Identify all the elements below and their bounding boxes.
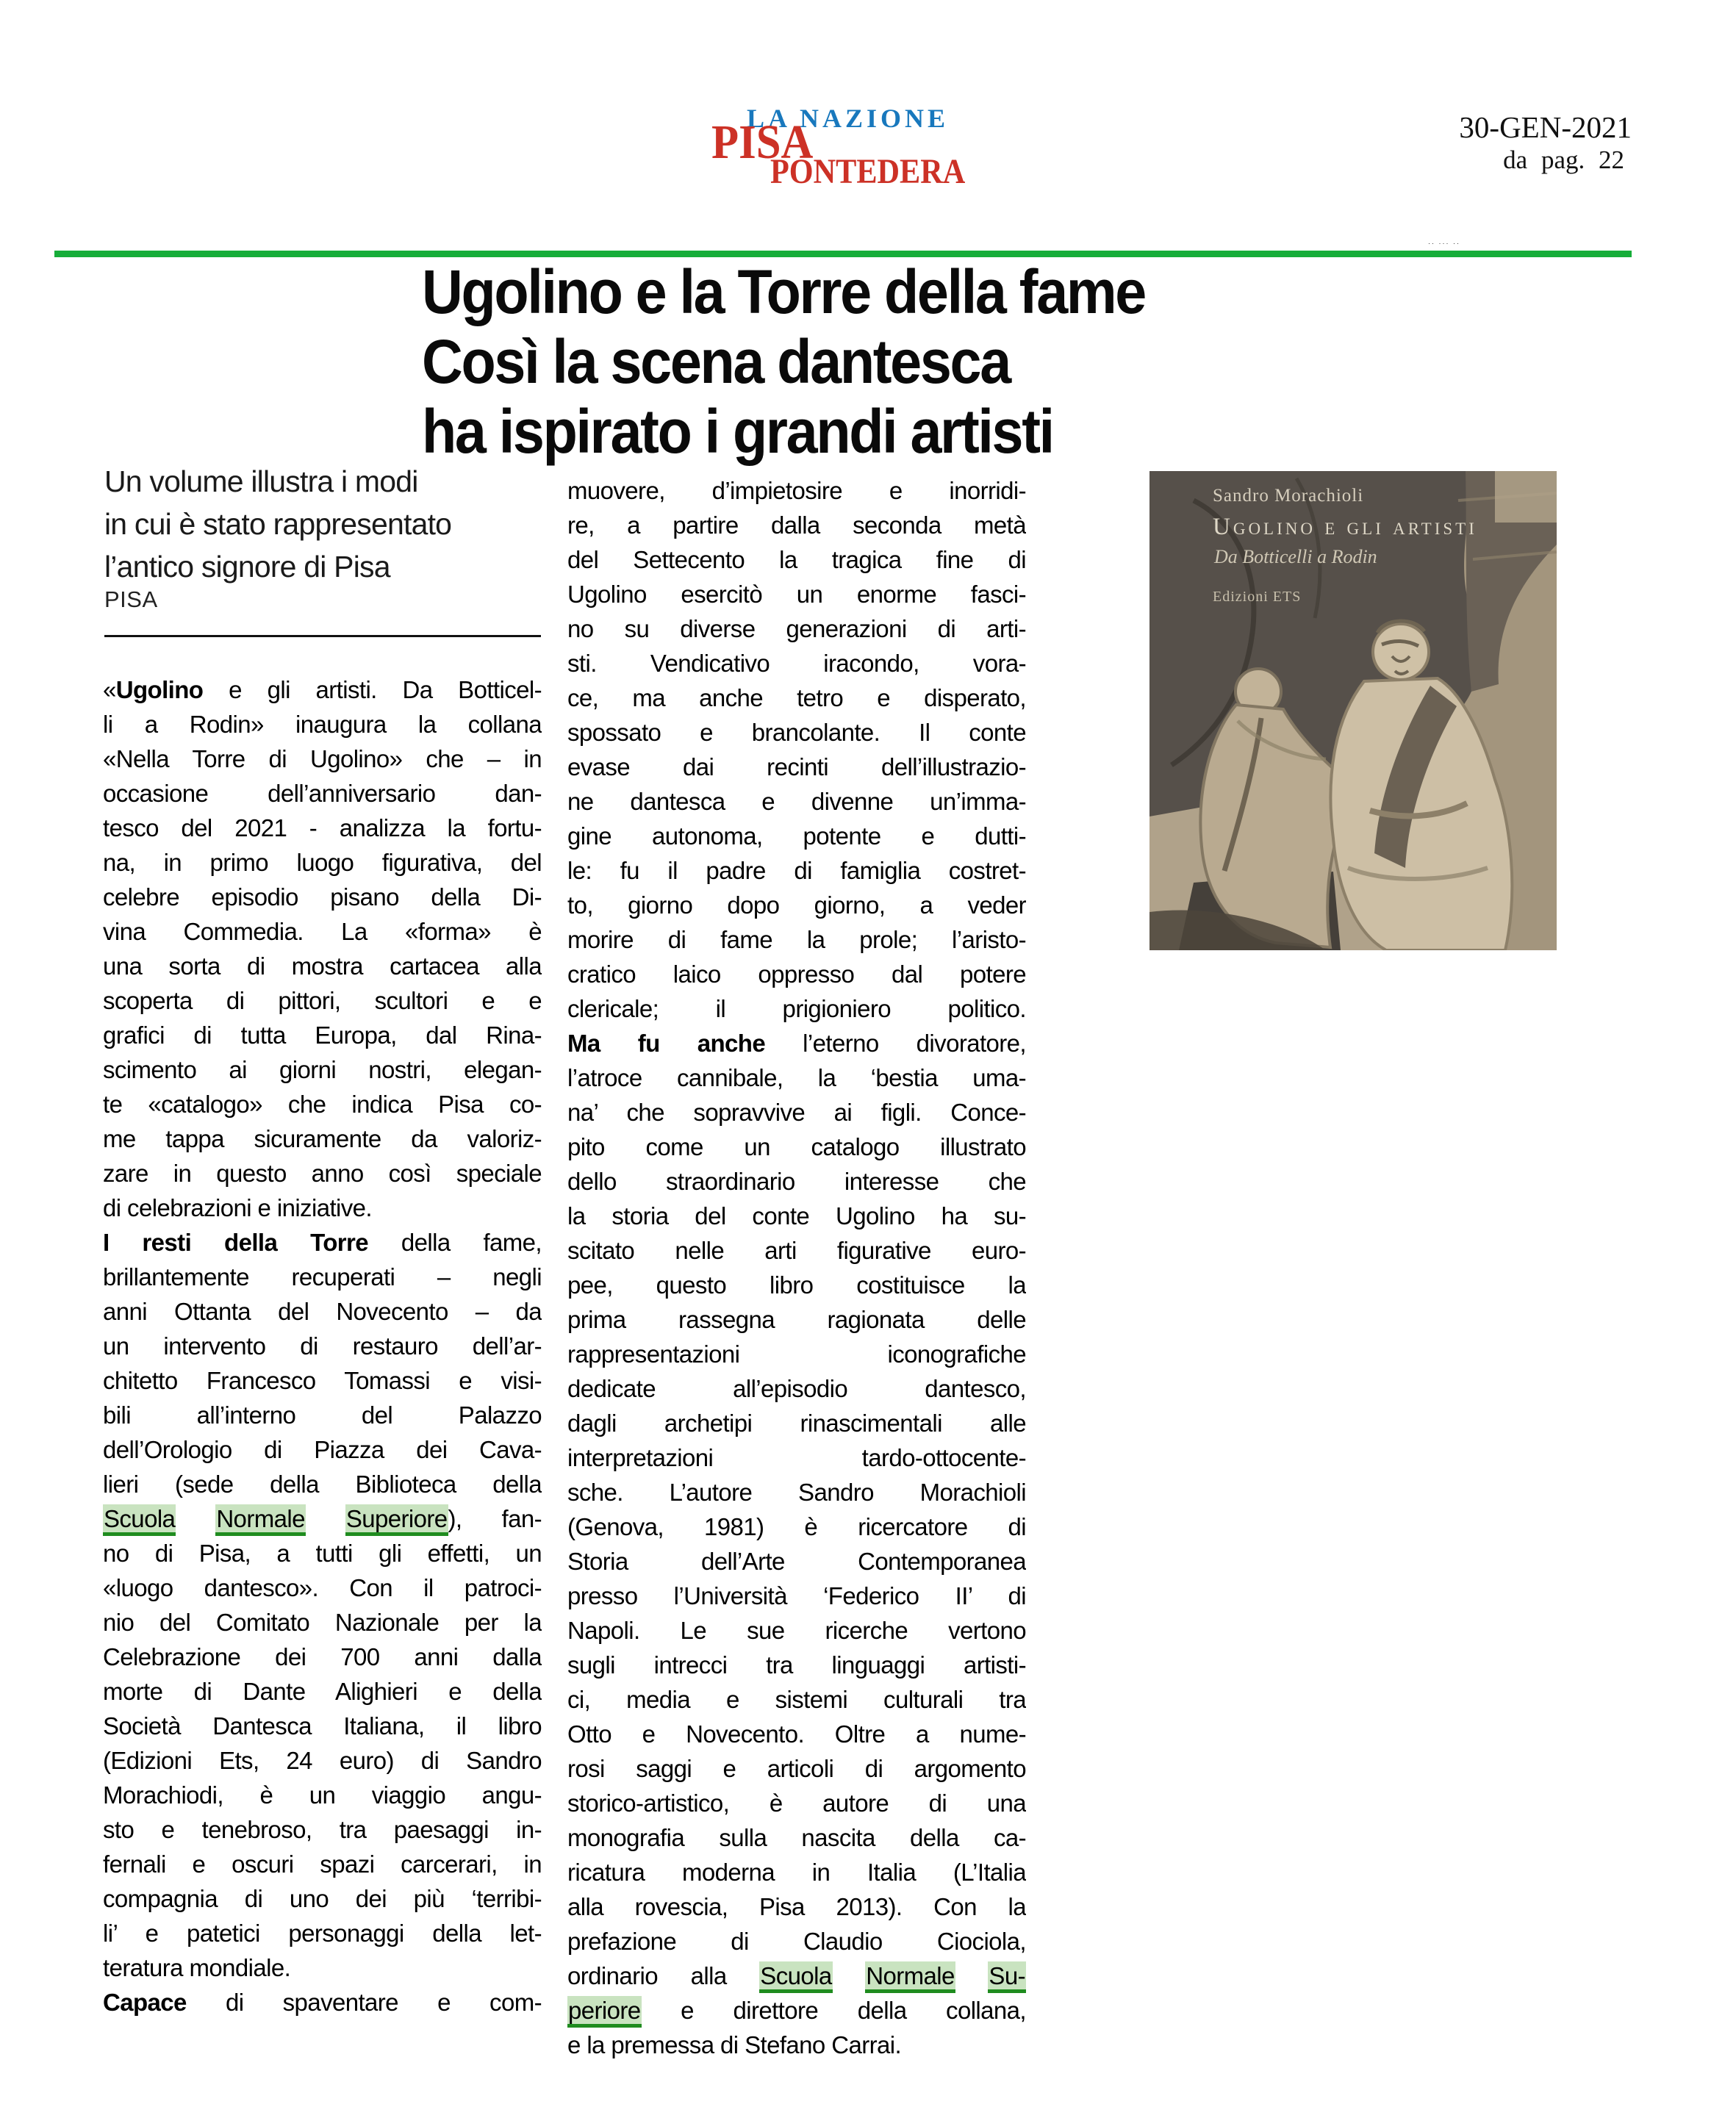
body-line: gine autonoma, potente e dutti- <box>567 822 1026 850</box>
body-line: monografia sulla nascita della ca- <box>567 1824 1026 1851</box>
bold-text: I resti della Torre <box>103 1229 368 1256</box>
bold-text: Capace <box>103 1989 187 2016</box>
body-line: no di Pisa, a tutti gli effetti, un <box>103 1540 542 1567</box>
headline-line: Così la scena dantesca <box>422 327 1010 396</box>
body-line: l’atroce cannibale, la ‘bestia uma- <box>567 1064 1026 1091</box>
body-line: «Ugolino e gli artisti. Da Botticel- <box>103 676 542 703</box>
body-line: li a Rodin» inaugura la collana <box>103 711 542 738</box>
clipping-page-ref: da pag. 22 <box>1503 146 1624 174</box>
body-line: occasione dell’anniversario dan- <box>103 780 542 807</box>
body-line: teratura mondiale. <box>103 1954 291 1981</box>
body-line: «luogo dantesco». Con il patroci- <box>103 1574 542 1601</box>
body-line: sti. Vendicativo iracondo, vora- <box>567 650 1026 677</box>
body-line: periore e direttore della collana, <box>568 1997 1026 2024</box>
highlighted-text: Scuola <box>760 1962 832 1989</box>
body-line: Otto e Novecento. Oltre a nume- <box>567 1720 1026 1748</box>
body-line: morire di fame la prole; l’aristo- <box>567 926 1026 953</box>
body-line: ce, ma anche tetro e disperato, <box>567 684 1026 711</box>
body-line: zare in questo anno così speciale <box>103 1160 542 1187</box>
body-line: scitato nelle arti figurative euro- <box>567 1237 1026 1264</box>
body-line: e la premessa di Stefano Carrai. <box>567 2031 902 2058</box>
body-line: te «catalogo» che indica Pisa co- <box>103 1091 542 1118</box>
body-line: Napoli. Le sue ricerche vertono <box>567 1617 1026 1644</box>
body-line: clericale; il prigioniero politico. <box>567 995 1026 1022</box>
body-line: cratico laico oppresso dal potere <box>567 961 1026 988</box>
bold-text: Ma fu anche <box>567 1030 766 1057</box>
body-line: nio del Comitato Nazionale per la <box>103 1609 542 1636</box>
body-line: dedicate all’episodio dantesco, <box>567 1375 1026 1402</box>
body-line: una sorta di mostra cartacea alla <box>103 952 542 980</box>
body-line: li’ e patetici personaggi della let- <box>103 1920 542 1947</box>
body-line: Ma fu anche l’eterno divoratore, <box>567 1030 1026 1057</box>
standfirst-line: in cui è stato rappresentato <box>104 507 452 541</box>
highlighted-text: periore <box>568 1997 641 2024</box>
body-line: compagnia di uno dei più ‘terribi- <box>103 1885 542 1912</box>
standfirst-line: Un volume illustra i modi <box>104 464 418 498</box>
body-line: pee, questo libro costituisce la <box>567 1271 1026 1299</box>
headline-line: ha ispirato i grandi artisti <box>422 397 1053 466</box>
body-line: sche. L’autore Sandro Morachioli <box>567 1479 1026 1506</box>
body-line: prefazione di Claudio Ciociola, <box>567 1928 1026 1955</box>
body-line: brillantemente recuperati – negli <box>103 1263 542 1290</box>
body-line: I resti della Torre della fame, <box>103 1229 542 1256</box>
body-line: rosi saggi e articoli di argomento <box>567 1755 1026 1782</box>
body-line: un intervento di restauro dell’ar- <box>103 1332 542 1360</box>
body-line: Ugolino esercitò un enorme fasci- <box>567 581 1026 608</box>
body-line: scimento ai giorni nostri, elegan- <box>103 1056 542 1083</box>
body-line: ricatura moderna in Italia (L’Italia <box>567 1859 1026 1886</box>
body-line: fernali e oscuri spazi carcerari, in <box>103 1850 542 1878</box>
body-line: storico-artistico, è autore di una <box>567 1789 1026 1817</box>
body-line: chitetto Francesco Tomassi e visi- <box>103 1367 542 1394</box>
body-line: la storia del conte Ugolino ha su- <box>567 1202 1026 1229</box>
body-line: na’ che sopravvive ai figli. Conce- <box>567 1099 1026 1126</box>
body-line: sugli intrecci tra linguaggi artisti- <box>567 1651 1026 1679</box>
masthead-city: PISA <box>711 115 814 169</box>
body-line: scoperta di pittori, scultori e e <box>103 987 542 1014</box>
article-column-2 <box>567 473 1026 2062</box>
standfirst-line: l’antico signore di Pisa <box>104 550 390 584</box>
highlighted-text: Normale <box>216 1505 305 1532</box>
body-line: to, giorno dopo giorno, a veder <box>567 891 1026 919</box>
body-line: bili all’interno del Palazzo <box>103 1401 542 1429</box>
body-line: dello straordinario interesse che <box>567 1168 1026 1195</box>
body-line: di celebrazioni e iniziative. <box>103 1194 372 1221</box>
highlighted-text: Su- <box>989 1962 1025 1989</box>
body-line: ordinario alla Scuola Normale Su- <box>567 1962 1025 1989</box>
body-line: celebre episodio pisano della Di- <box>103 883 542 911</box>
body-line: «Nella Torre di Ugolino» che – in <box>103 745 542 772</box>
green-divider-rule <box>54 251 1632 257</box>
body-line: dell’Orologio di Piazza dei Cava- <box>103 1436 542 1463</box>
scan-artifact-marks: ·· ··· ·· <box>1428 240 1460 247</box>
body-line: pito come un catalogo illustrato <box>567 1133 1026 1160</box>
standfirst-rule <box>104 635 541 637</box>
body-line: sto e tenebroso, tra paesaggi in- <box>103 1816 542 1843</box>
clipping-date: 30-GEN-2021 <box>1459 110 1632 144</box>
body-line: tesco del 2021 - analizza la fortu- <box>103 814 542 841</box>
bold-text: Ugolino <box>115 676 204 703</box>
highlighted-text: Normale <box>866 1962 955 1989</box>
body-line: ne dantesca e divenne un’imma- <box>567 788 1026 815</box>
clipping-dateline <box>1441 110 1632 176</box>
book-cover <box>1149 471 1557 950</box>
body-line: spossato e brancolante. Il conte <box>567 719 1026 746</box>
article-column-1 <box>103 672 542 2020</box>
body-line: Celebrazione dei 700 anni dalla <box>103 1643 542 1670</box>
body-line: presso l’Università ‘Federico II’ di <box>567 1582 1026 1609</box>
body-line: no su diverse generazioni di arti- <box>567 615 1026 642</box>
highlighted-text: Scuola <box>104 1505 176 1532</box>
body-line: muovere, d’impietosire e inorridi- <box>567 477 1026 504</box>
body-line: anni Ottanta del Novecento – da <box>103 1298 542 1325</box>
body-line: interpretazioni tardo-ottocente- <box>567 1444 1026 1471</box>
body-line: morte di Dante Alighieri e della <box>103 1678 542 1705</box>
body-line: vina Commedia. La «forma» è <box>103 918 542 945</box>
body-line: Scuola Normale Superiore), fan- <box>104 1505 542 1532</box>
body-line: grafici di tutta Europa, dal Rina- <box>103 1022 542 1049</box>
body-line: rappresentazioni iconografiche <box>567 1340 1026 1368</box>
body-line: ci, media e sistemi culturali tra <box>567 1686 1026 1713</box>
body-line: (Edizioni Ets, 24 euro) di Sandro <box>103 1747 542 1774</box>
book-author: Sandro Morachioli <box>1213 486 1364 506</box>
book-title: Ugolino e gli artisti <box>1213 514 1477 540</box>
book-publisher: Edizioni ETS <box>1213 589 1302 605</box>
body-line: Capace di spaventare e com- <box>103 1989 542 2016</box>
headline-line: Ugolino e la Torre della fame <box>422 257 1145 326</box>
body-line: evase dai recinti dell’illustrazio- <box>567 753 1026 780</box>
article-headline <box>422 257 1145 467</box>
book-cover-illustration <box>1149 471 1557 950</box>
masthead-edition: LA NAZIONE <box>747 104 950 133</box>
masthead-area: PONTEDERA <box>770 152 966 191</box>
body-line: (Genova, 1981) è ricercatore di <box>567 1513 1026 1540</box>
body-line: Storia dell’Arte Contemporanea <box>567 1548 1026 1575</box>
body-line: lieri (sede della Biblioteca della <box>103 1471 542 1498</box>
body-line: del Settecento la tragica fine di <box>567 546 1026 573</box>
highlighted-text: Superiore <box>345 1505 448 1532</box>
body-line: Morachiodi, è un viaggio angu- <box>103 1781 542 1809</box>
body-line: re, a partire dalla seconda metà <box>567 511 1026 539</box>
article-standfirst <box>104 460 451 588</box>
body-line: alla rovescia, Pisa 2013). Con la <box>567 1893 1026 1920</box>
body-line: Società Dantesca Italiana, il libro <box>103 1712 542 1740</box>
book-subtitle: Da Botticelli a Rodin <box>1214 546 1377 567</box>
body-line: na, in primo luogo figurativa, del <box>103 849 542 876</box>
body-line: le: fu il padre di famiglia costret- <box>567 857 1026 884</box>
body-line: dagli archetipi rinascimentali alle <box>567 1410 1026 1437</box>
body-line: prima rassegna ragionata delle <box>567 1306 1026 1333</box>
article-city-dateline: PISA <box>104 586 158 612</box>
body-line: me tappa sicuramente da valoriz- <box>103 1125 542 1152</box>
